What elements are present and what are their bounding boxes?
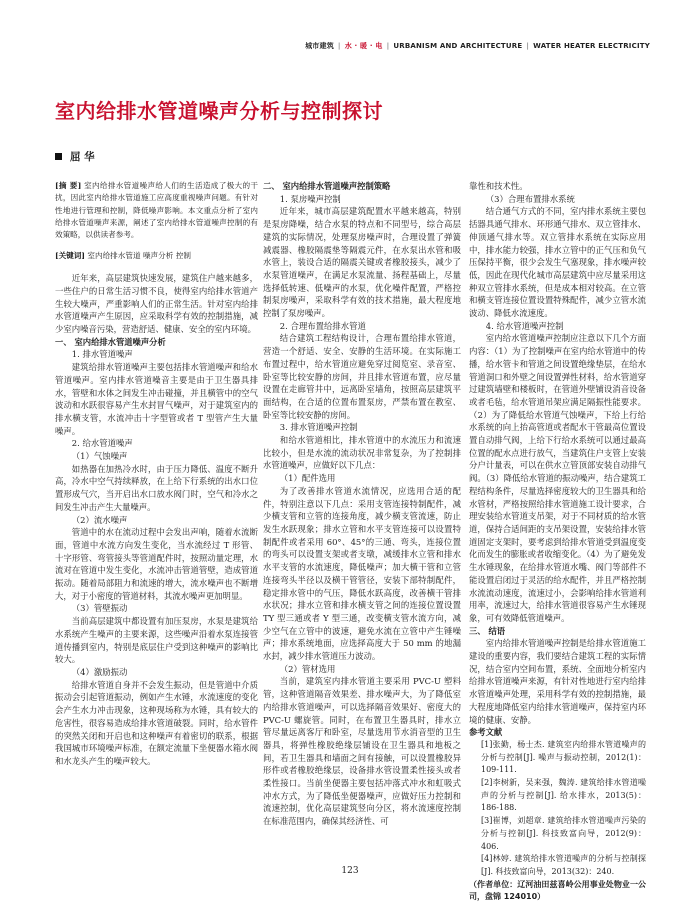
section-heading-2: 二、 室内给排水管道噪声控制策略 — [263, 181, 391, 191]
author-affiliation: （作者单位：辽河油田兹喜岭公用事业处物业一公司，盘锦 124010） — [469, 879, 646, 902]
page-number: 123 — [341, 866, 359, 876]
column-right — [469, 180, 647, 902]
subheading: 3. 排水管道噪声控制 — [279, 422, 358, 433]
keywords-label: [关键词] — [55, 251, 85, 261]
reference-item: [2]李树新，吴来强，魏涛. 建筑给排水管道噪声的分析与控制[J]. 给水排水，2013(5)：186-188. — [481, 778, 646, 813]
references-title: 参考文献 — [469, 727, 503, 738]
paragraph: 给排水管道自身并不会发生振动，但是管道中介质振动会引起管道振动，例如产生水锤，水流速度的变化会产生水力冲击现象，这种现场称为水锤，具有较大的危害性，很容易造成给排水管道破裂。同时，给水管件的突然关闭和开启也和这种噪声有着密切的联系，根据我国城市环境噪声标准，在额定流量下坐便器水箱水阀和水龙头产生的噪声较大。 — [55, 679, 258, 766]
intro-paragraph: 近年来，高层建筑快速发展，建筑住户越来越多，一些住户的日常生活习惯不良，使得室内给排水管道产生较大噪声，严重影响人们的正常生活。针对室内给排水管道噪声产生原因，应采取科学有效的控制措施，减少室内噪音污染，营造舒适、健康、安全的室内环境。 — [55, 273, 258, 334]
paragraph: 建筑给排水管道噪声主要包括排水管道噪声和给水管道噪声。室内排水管道噪音主要是由于卫生器具排水，管壁和水体之间发生冲击碰撞，并且横管中的空气波动和水跃很容易产生水封冒气噪声，对于建筑室内的排水横支管，水流冲击十字型管或者 T 型管产生大量噪声。 — [55, 362, 258, 436]
paragraph: 为了改善排水管道水流情况，应选用合适的配件，特别注意以下几点：采用支管连接特制配件，减少横支管和立管的连接角度，减少横支管流速，防止发生水跃现象；排水立管和水平支管连接可以设置特制配件或者采用 60°、45°的三通、弯头，连接位置的弯头可以设置支架或者支墩，减缓排水立管和排水水平支管的水流速度，降低噪声；加大横干管和立管连接弯头半径以及横干管管径，安装下部特制配件，稳定排水管中的气压，降低水跃高度，改善横干管排水状况；排水立管和排水横支管之间的连接位置设置 TY 型三通或者 Y 型三通，改变横支管水流方向，减少空气在立管中的波速，避免水流在立管中产生锤噪声；排水系统地面，应选择高度大于 50 mm 的地漏水封，减少排水管道压力波动。 — [263, 485, 461, 662]
section-heading-1: 一、 室内给排水管道噪声分析 — [55, 336, 166, 347]
paragraph: 和给水管道相比，排水管道中的水流压力和流速比较小，但是水流的流动状况非常复杂，为了控制排水管道噪声，应做好以下几点： — [263, 435, 461, 471]
subheading: （3）管壁振动 — [71, 603, 128, 614]
author-bullet-icon — [55, 153, 62, 160]
subheading: 2. 合理布置给排水管道 — [279, 320, 366, 331]
paragraph: 室内给水管道噪声控制应注意以下几个方面内容：（1）为了控制噪声在室内给水管道中的传播，给水管卡和管道之间设置绝缘垫层，在给水管道洞口和外壁之间设置弹性材料，给水管道穿过建筑墙壁和楼板时，在管道外壁铺设消音设备或者毛毡，给水管道吊架应满足隔振性能要求。（2）为了降低给水管道气蚀噪声，下给上行给水系统的向上抬高管道或者配水干管最高位置设置自动排气阀，上给下行给水系统可以通过最高位置的配水点进行放气，当建筑住户支管上安装分户计量表，可以在供水立管顶部安装自动排气阀。（3）降低给水管道的振动噪声，结合建筑工程结构条件，尽量选择密度较大的卫生器具和给水管材，严格按照给排水管道施工设计要求，合理安装给水管道支吊架，对于不同材质的给水管道，保持合适间距的支吊架设置，安装给排水管道固定支架时，要考虑到给排水管道受到温度变化而发生的膨胀或者收缩变化。（4）为了避免发生水锤现象，在给排水管道水嘴、阀门等部件不能设置启闭过于灵活的给水配件，并且严格控制水流流动速度，流速过小，会影响给排水管道利用率，流速过大，给排水管道很容易产生水锤现象，可有效降低管道噪声。 — [469, 333, 647, 623]
paragraph: 当前高层建筑中都设置有加压泵房，水泵是建筑给水系统产生噪声的主要来源，这些噪声沿着水泵连接管道传播到室内，特别是底层住户受到这种噪声的影响比较大。 — [55, 616, 258, 665]
keywords — [55, 250, 258, 263]
journal-name-en: URBANISM AND ARCHITECTURE — [393, 42, 523, 50]
keywords-text: 室内给排水管道 噪声分析 控制 — [87, 251, 191, 261]
paragraph: 如热器在加热冷水时，由于压力降低、温度不断升高，冷水中空气持续释放，在上给下行系统的出水口位置形成气穴，当开启出水口放水阀门时，空气和冷水之间发生冲击产生大量噪声。 — [55, 463, 258, 512]
column-left — [55, 180, 258, 824]
paragraph: 近年来，城市高层建筑配置水平越来越高，特别是泵房降噪，结合水泵的特点和不同型号，综合高层建筑的实际情况，处理泵房噪声时，合理设置了弹簧减震器、橡胶隔震垫等隔震元件，在水泵出水管和吸水管上，装设合适的隔震关键或者橡胶接头，减少了水泵管道噪声，在满足水泵流量、扬程基础上，尽量选择低转速、低噪声的水泵，优化噪件配置，严格控制泵房噪声，采取科学有效的技术措施，最大程度地控制了泵房噪声。 — [263, 206, 461, 319]
reference-item: [1]张勤，杨士杰. 建筑室内给排水管道噪声的分析与控制[J]. 噪声与振动控制，2012(1)：109-111. — [481, 739, 646, 775]
subheading: （3）合理布置排水系统 — [485, 193, 575, 204]
subheading: （4）激励振动 — [71, 666, 128, 677]
abstract-text: 室内给排水管道噪声给人们的生活造成了极大的干扰，因此室内给排水管道施工应高度重视噪声问题。有针对性地进行管理和控制，降低噪声影响。本文重点分析了室内给排水管道噪声来源，阐述了室内给排水管道噪声控制的有效策略，以供读者参考。 — [55, 181, 258, 240]
section-name-en: WATER HEATER ELECTRICITY — [533, 42, 650, 50]
column-middle — [263, 180, 461, 880]
subheading: （2）管材选用 — [279, 663, 336, 674]
abstract — [55, 180, 258, 241]
paragraph: 结合通气方式的不同，室内排水系统主要包括器具通气排水、环形通气排水、双立管排水、伸顶通气排水等。双立管排水系统在实际应用中，排水能力较强，排水立管中的正气压和负气压保持平衡，很少会发生气塞现象，排水噪声较低，因此在现代化城市高层建筑中应尽量采用这种双立管排水系统，但是成本相对较高。在立管和横支管连接位置设置特殊配件，减少立管水流波动、降低水流速度。 — [469, 206, 646, 319]
author-name: 屈 华 — [70, 151, 95, 163]
subheading: （1）配件选用 — [279, 473, 336, 484]
paragraph: 结合建筑工程结构设计，合理布置给排水管道，营造一个舒适、安全、安静的生活环境。在实际施工布置过程中，给水管道应避免穿过阅览室、录音室、卧室等比较安静的房间，并且排水管道布置，应尽量设置在走廊管井中，远离卧室墙角，按照高层建筑平面结构，在合适的位置布置泵房，严禁布置在教室、卧室等比较安静的房间。 — [263, 333, 461, 420]
paragraph: 管道中的水在流动过程中会发出声响，随着水流断面，管道中水流方向发生变化，当水流经过 T 形管、十字形管、弯管接头等管道配件时，按照动量定理，水流对在管道中发生变化，水流冲击管道管壁，造成管道振动。随着局部阻力和流速的增大，流水噪声也不断增大，对于小密度的管道材料，其流水噪声更加明显。 — [55, 527, 258, 601]
subheading: 1. 排水管道噪声 — [71, 349, 133, 360]
subheading: 1. 泵房噪声控制 — [279, 193, 341, 204]
article-title: 室内给排水管道噪声分析与控制探讨 — [55, 99, 383, 123]
subheading: （2）流水噪声 — [71, 514, 128, 525]
subheading: 4. 给水管道噪声控制 — [485, 320, 564, 331]
abstract-label: [摘 要] — [55, 181, 82, 190]
journal-name-cn: 城市建筑 — [305, 42, 334, 50]
section-heading-3: 三、 结语 — [469, 625, 506, 636]
author-line — [55, 149, 95, 164]
section-heating: 暖 — [360, 42, 368, 50]
paragraph: 靠性和技术性。 — [469, 181, 528, 191]
reference-item: [3]崔博，刘超章. 建筑给排水管道噪声污染的分析与控制[J]. 科技致富向导，2012(9)：406. — [481, 816, 646, 851]
section-water: 水 — [344, 42, 352, 50]
paragraph: 室内给排水管道噪声控制是给排水管道施工建设的重要内容，我们要结合建筑工程的实际情况，结合室内空间布置，系统、全面地分析室内给排水管道噪声来源，有针对性地进行室内给排水管道噪声处理，采用科学有效的控制措施，最大程度地降低室内给排水管道噪声，保持室内环境的健康、安静。 — [469, 638, 646, 725]
reference-item: [4]林婷. 建筑给排水管道噪声的分析与控制探[J]. 科技致富向导，2013(32)：240. — [481, 854, 646, 876]
section-electric: 电 — [375, 42, 383, 50]
subheading: 2. 给水管道噪声 — [71, 438, 133, 449]
running-header: 城市建筑 | 水 · 暖 · 电 | URBANISM AND ARCHITECTURE | WATER HEATER ELECTRICITY — [305, 42, 650, 50]
subheading: （1）气蚀噪声 — [71, 451, 128, 462]
paragraph: 当前，建筑室内排水管道主要采用 PVC-U 塑料管，这种管道隔音效果差、排水噪声大，为了降低室内给排水管道噪声，可以选择隔音效果好、密度大的 PVC-U 螺旋管。同时，在布置卫生器具时，排水立管尽量远离客厅和卧室，尽量选用节水消音型的卫生器具，将弹性橡胶绝缘层铺设在卫生器具和地板之间，若卫生器具和墙面之间有接触，可以设置橡胶异形件或者橡胶绝缘层，设备排水管设置柔性接头或者柔性接口。当前坐便器主要包括冲落式冲水和虹吸式冲水方式，为了降低坐便器噪声，应做好压力控制和流速控制，优化高层建筑竖向分区，将水流速度控制在标准范围内，确保其经济性、可 — [263, 676, 461, 827]
